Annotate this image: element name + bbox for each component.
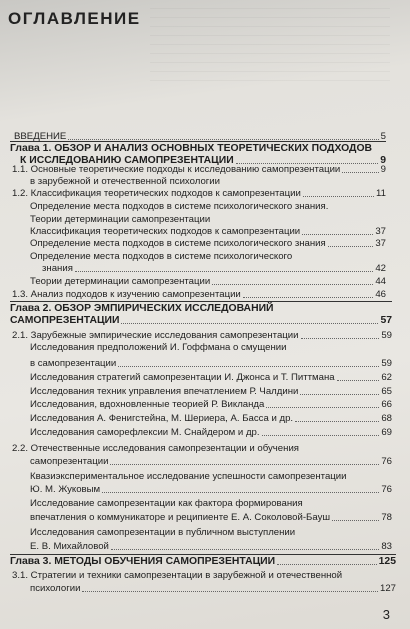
toc-entry-title: знания [42,263,73,274]
toc-entry-title: Исследования саморефлексии М. Снайдером и др. [30,427,260,438]
toc-entry-page: 59 [381,358,392,369]
toc-entry-page: 46 [375,289,386,300]
toc-entry-title: впечатления о коммуникаторе и реципиенте Е. А. Соколовой-Бауш [30,512,331,523]
toc-entry-page: 78 [381,512,392,523]
toc-chapter-entry [10,556,396,568]
toc-entry [12,330,392,342]
toc-entry-title: самопрезентации [30,456,109,467]
dot-leader [75,271,373,272]
toc-entry-title: Определение места подходов в системе психологического [30,251,293,262]
chapter-rule [10,301,392,302]
toc-entry [30,201,386,213]
toc-entry [30,342,392,354]
toc-entry [30,176,386,188]
toc-entry-page: 59 [381,330,392,341]
toc-entry [30,541,392,553]
toc-entry-title: Исследования, вдохновленные теорией Р. Викланда [30,399,265,410]
dot-leader [68,139,378,140]
toc-entry-title: Глава 3. МЕТОДЫ ОБУЧЕНИЯ САМОПРЕЗЕНТАЦИИ [10,556,276,567]
chapter-rule [10,141,386,142]
toc-entry-title: Классификация теоретических подходов к самопрезентации [30,226,301,237]
page-title: ОГЛАВЛЕНИЕ [8,9,141,28]
dot-leader [243,297,374,298]
toc-entry-page: 37 [375,238,386,249]
toc-entry-title: Исследования предположений И. Гоффмана о смущении [30,342,287,353]
toc-entry-page: 66 [381,399,392,410]
toc-entry-title: Определение места подходов в системе психологического знания [30,238,326,249]
toc-entry-title: Ю. М. Жуковым [30,484,101,495]
toc-entry-title: Исследования стратегий самопрезентации И. Джонса и Т. Питтмана [30,372,335,383]
toc-chapter-entry [10,143,386,155]
toc-entry-page: 83 [381,541,392,552]
toc-entry [30,484,392,496]
dot-leader [303,196,374,197]
dot-leader [266,407,379,408]
toc-entry-title: в зарубежной и отечественной психологии [30,176,221,187]
toc-entry-title: Определение места подходов в системе психологического знания. [30,201,329,212]
toc-entry-page: 69 [381,427,392,438]
toc-entry [30,251,386,263]
toc-entry-title: Глава 2. ОБЗОР ЭМПИРИЧЕСКИХ ИССЛЕДОВАНИЙ [10,303,274,314]
toc-entry [30,358,392,370]
toc-entry-page: 9 [380,164,386,175]
dot-leader [301,338,380,339]
toc-entry [30,238,386,250]
toc-entry-title: Глава 1. ОБЗОР И АНАЛИЗ ОСНОВНЫХ ТЕОРЕТИЧЕСКИХ ПОДХОДОВ [10,143,373,154]
toc-entry [30,471,392,483]
dot-leader [295,421,379,422]
toc-entry-page: 44 [375,276,386,287]
toc-entry-title: 1.2. Классификация теоретических подходов к самопрезентации [12,188,301,199]
toc-entry-title: Теории детерминации самопрезентации [30,214,211,225]
toc-entry [30,372,392,384]
toc-entry [30,226,386,238]
toc-entry-title: ВВЕДЕНИЕ [14,131,67,142]
toc-entry-page: 125 [378,556,396,567]
toc-entry-page: 76 [381,456,392,467]
dot-leader [342,172,378,173]
toc-entry-title: 1.1. Основные теоретические подходы к исследованию самопрезентации [12,164,341,175]
toc-entry-title: в самопрезентации [30,358,117,369]
dot-leader [328,246,374,247]
dot-leader [212,284,373,285]
toc-entry [30,413,392,425]
toc-entry-page: 37 [375,226,386,237]
toc-entry-title: 3.1. Стратегии и техники самопрезентации в зарубежной и отечественной [12,570,343,581]
dot-leader [102,492,379,493]
dot-leader [121,323,378,324]
toc-entry-page: 5 [380,131,386,142]
toc-entry [12,188,386,200]
toc-entry [30,399,392,411]
toc-entry [30,583,396,595]
toc-entry [12,443,392,455]
toc-chapter-entry [10,303,392,315]
dot-leader [111,549,379,550]
toc-entry [30,527,392,539]
page-number: 3 [382,607,390,622]
toc-entry [30,386,392,398]
toc-entry [12,570,396,582]
toc-entry-title: 2.2. Отечественные исследования самопрезентации и обучения [12,443,299,454]
toc-entry-page: 68 [381,413,392,424]
toc-entry-title: К ИССЛЕДОВАНИЮ САМОПРЕЗЕНТАЦИИ [20,155,234,166]
dot-leader [277,564,377,565]
toc-entry [12,289,386,301]
dot-leader [82,591,378,592]
toc-entry-title: 1.3. Анализ подходов к изучению самопрезентации [12,289,241,300]
toc-entry-title: Теории детерминации самопрезентации [30,276,211,287]
toc-entry-title: психологии [30,583,81,594]
toc-entry-title: Исследование самопрезентации как фактора формирования [30,498,303,509]
chapter-rule [10,554,396,555]
toc-entry-title: 2.1. Зарубежные эмпирические исследования самопрезентации [12,330,299,341]
dot-leader [118,366,379,367]
toc-entry [30,498,392,510]
toc-entry-page: 11 [376,188,386,199]
toc-entry-title: Исследования самопрезентации в публичном выступлении [30,527,296,538]
toc-entry-page: 42 [375,263,386,274]
toc-entry-page: 62 [381,372,392,383]
toc-entry [30,276,386,288]
toc-entry-page: 76 [381,484,392,495]
dot-leader [302,234,373,235]
toc-entry [12,164,386,176]
toc-entry-page: 57 [380,315,392,326]
toc-entry [30,456,392,468]
dot-leader [337,380,380,381]
toc-entry-title: Квазиэкспериментальное исследование успешности самопрезентации [30,471,347,482]
toc-entry [30,512,392,524]
toc-entry-page: 65 [381,386,392,397]
dot-leader [332,520,379,521]
dot-leader [300,394,379,395]
toc-entry [30,214,386,226]
dot-leader [262,435,380,436]
dot-leader [110,464,379,465]
toc-entry-title: Е. В. Михайловой [30,541,109,552]
toc-entry-title: Исследования А. Фенигстейна, М. Шериера, А. Басса и др. [30,413,294,424]
toc-chapter-entry [10,315,392,327]
toc-entry-title: САМОПРЕЗЕНТАЦИИ [10,315,120,326]
toc-entry [30,427,392,439]
toc-entry-page: 127 [379,583,396,594]
toc-entry [42,263,386,275]
toc-entry-title: Исследования техник управления впечатлением Р. Чалдини [30,386,299,397]
toc-entry-page: 9 [380,155,386,166]
